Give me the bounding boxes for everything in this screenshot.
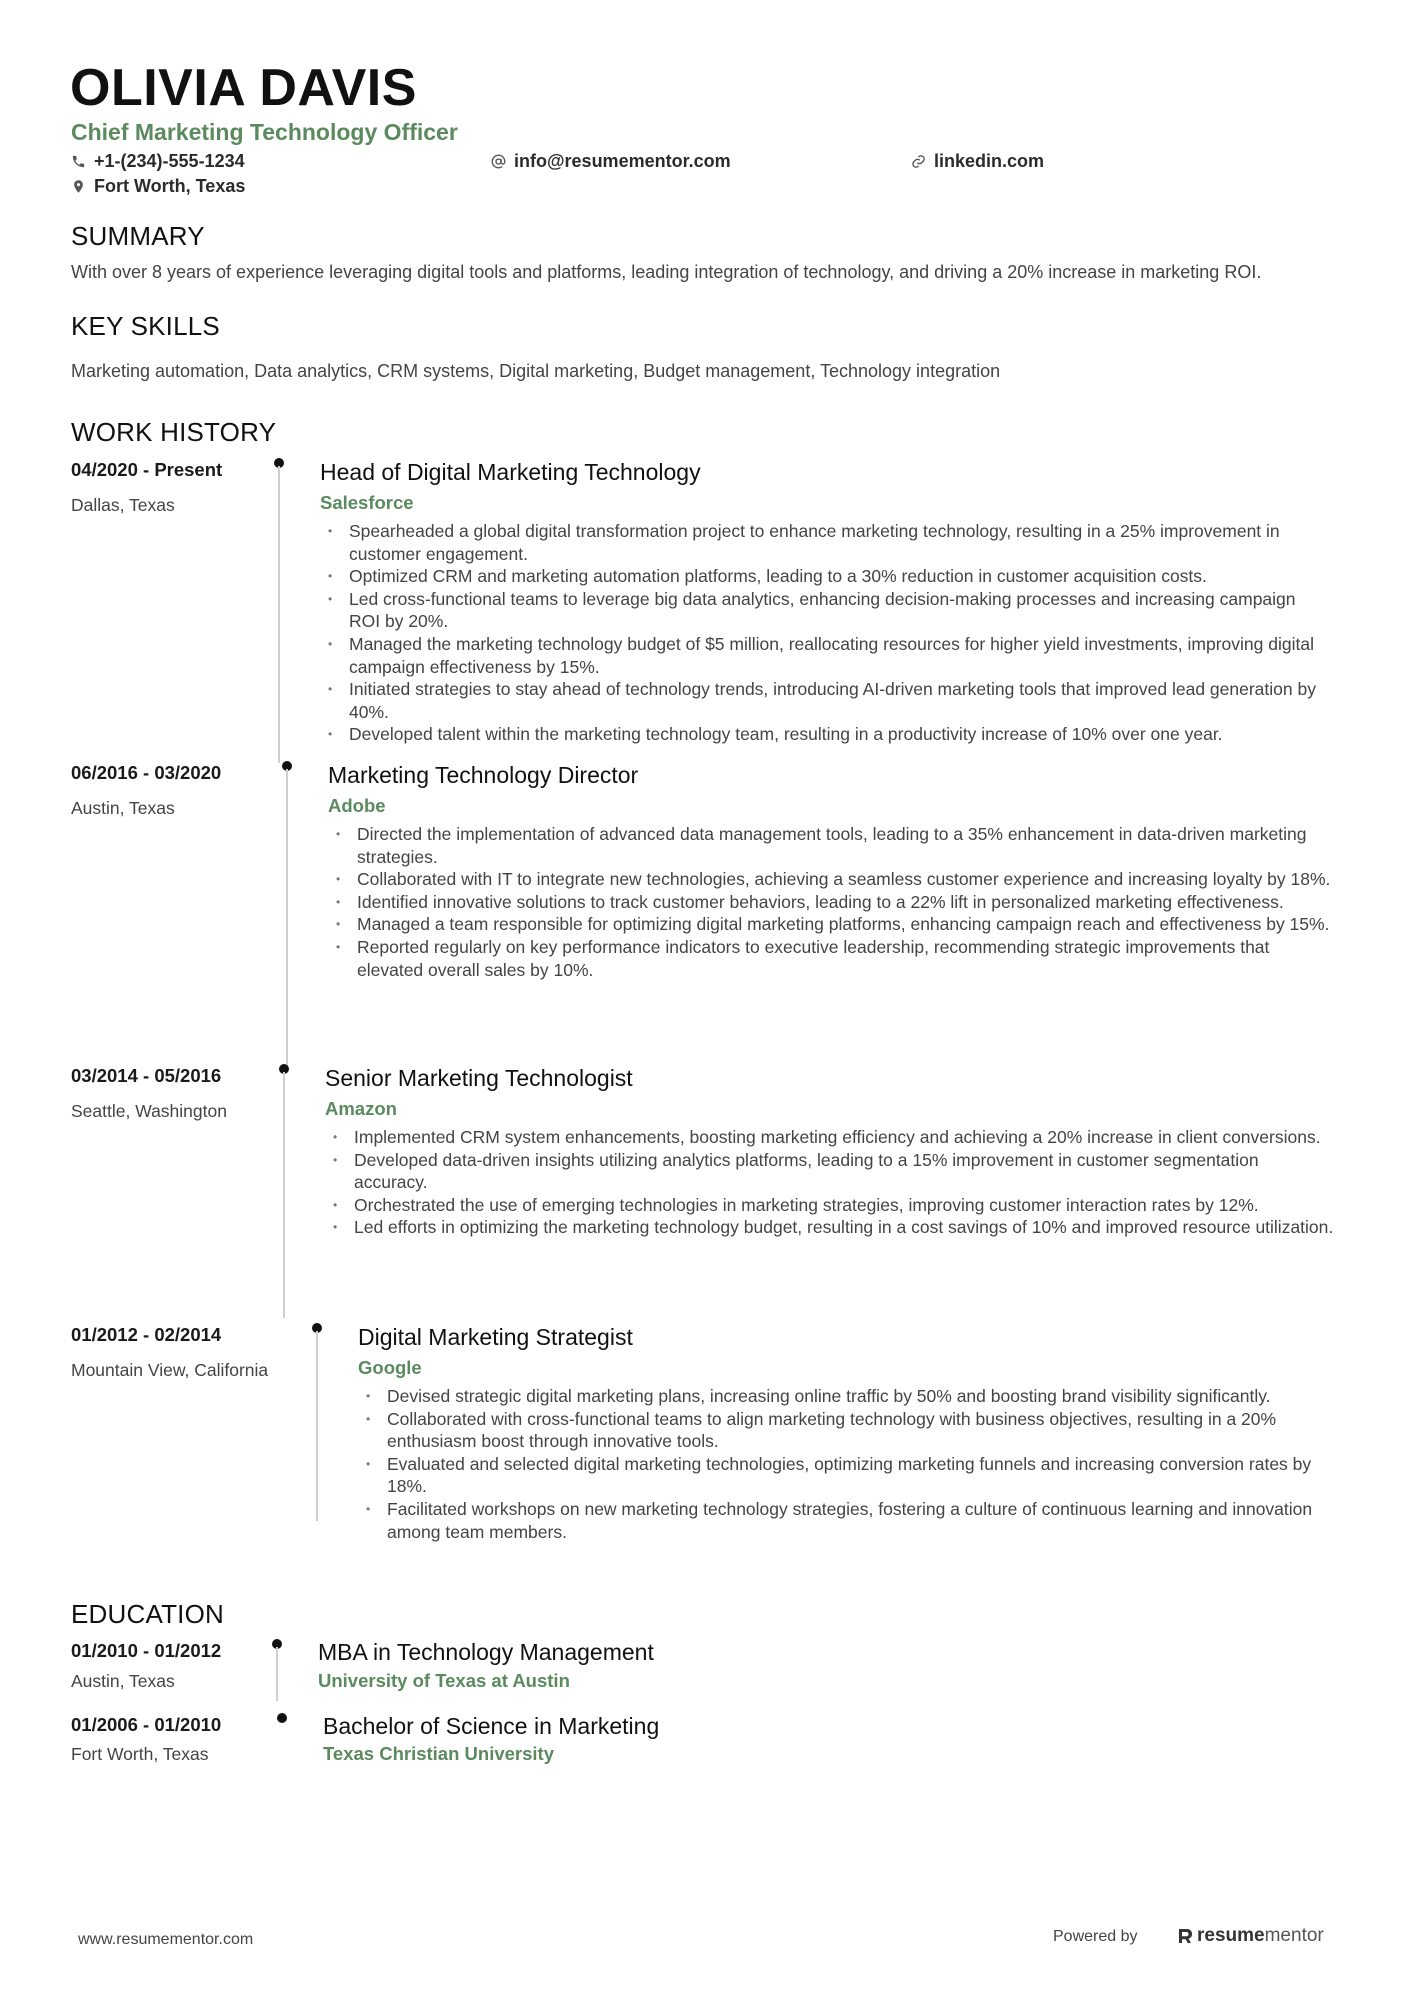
list-item: • Implemented CRM system enhancements, boosting marketing efficiency and achieving a 20% increase in client conversions. bbox=[325, 1126, 1335, 1149]
powered-by-label: Powered by bbox=[1053, 1928, 1138, 1945]
job-bullets bbox=[328, 823, 1338, 981]
list-item: • Identified innovative solutions to track customer behaviors, leading to a 22% lift in personalized marketing effectiveness. bbox=[328, 891, 1338, 914]
logo-text-bold: resume bbox=[1197, 1925, 1265, 1946]
list-item: • Led cross-functional teams to leverage big data analytics, enhancing decision-making processes and increasing campaign ROI by 20%. bbox=[320, 588, 1330, 633]
list-item: • Collaborated with IT to integrate new technologies, achieving a seamless customer experience and increasing loyalty by 18%. bbox=[328, 868, 1338, 891]
entry-location: Mountain View, California bbox=[71, 1360, 269, 1380]
list-item: • Managed the marketing technology budget of $5 million, reallocating resources for higher yield investments, improving digital campaign effectiveness by 15%. bbox=[320, 633, 1330, 678]
candidate-name: OLIVIA DAVIS bbox=[70, 59, 417, 117]
degree-title: Bachelor of Science in Marketing bbox=[323, 1713, 660, 1739]
timeline-line bbox=[278, 466, 280, 763]
entry-location: Fort Worth, Texas bbox=[71, 1744, 209, 1764]
timeline-line bbox=[283, 1072, 285, 1318]
entry-dates: 01/2006 - 01/2010 bbox=[71, 1714, 222, 1735]
entry-dates: 04/2020 - Present bbox=[71, 459, 223, 480]
logo-text-light: mentor bbox=[1264, 1925, 1324, 1946]
entry-dates: 06/2016 - 03/2020 bbox=[71, 762, 222, 783]
summary-text: With over 8 years of experience leveraging digital tools and platforms, leading integration of technology, and driving a 20% increase in marketing ROI. bbox=[71, 262, 1262, 282]
entry-dates: 01/2012 - 02/2014 bbox=[71, 1324, 222, 1345]
job-title: Senior Marketing Technologist bbox=[325, 1065, 633, 1091]
list-item: • Optimized CRM and marketing automation platforms, leading to a 30% reduction in customer acquisition costs. bbox=[320, 565, 1330, 588]
contact-email[interactable] bbox=[491, 150, 731, 172]
contact-location bbox=[71, 175, 245, 197]
footer-url[interactable]: www.resumementor.com bbox=[78, 1931, 254, 1948]
entry-dates: 03/2014 - 05/2016 bbox=[71, 1065, 222, 1086]
school-name: Texas Christian University bbox=[323, 1743, 554, 1764]
linkedin-text: linkedin.com bbox=[934, 151, 1045, 171]
skills-heading: KEY SKILLS bbox=[71, 311, 220, 341]
list-item: • Developed data-driven insights utilizing analytics platforms, leading to a 15% improvement in customer segmentation accuracy. bbox=[325, 1149, 1335, 1194]
phone-icon bbox=[71, 154, 86, 169]
entry-location: Austin, Texas bbox=[71, 798, 175, 818]
contact-linkedin[interactable] bbox=[911, 150, 1044, 172]
location-text: Fort Worth, Texas bbox=[94, 176, 246, 196]
timeline-line bbox=[286, 769, 288, 1066]
candidate-title: Chief Marketing Technology Officer bbox=[71, 119, 458, 145]
job-bullets bbox=[358, 1385, 1343, 1543]
timeline-line bbox=[316, 1331, 318, 1521]
entry-location: Dallas, Texas bbox=[71, 495, 175, 515]
entry-dates: 01/2010 - 01/2012 bbox=[71, 1640, 222, 1661]
list-item: • Orchestrated the use of emerging technologies in marketing strategies, improving customer interaction rates by 12%. bbox=[325, 1194, 1335, 1217]
map-pin-icon bbox=[71, 179, 86, 194]
resumementor-logo[interactable] bbox=[1177, 1924, 1324, 1948]
at-sign-icon bbox=[491, 154, 506, 169]
list-item: • Facilitated workshops on new marketing technology strategies, fostering a culture of continuous learning and innovation among team members. bbox=[358, 1498, 1343, 1543]
entry-location: Seattle, Washington bbox=[71, 1101, 227, 1121]
company-name: Google bbox=[358, 1357, 422, 1378]
degree-title: MBA in Technology Management bbox=[318, 1639, 654, 1665]
work-history-heading: WORK HISTORY bbox=[71, 417, 277, 447]
skills-text: Marketing automation, Data analytics, CRM systems, Digital marketing, Budget management, Technology integration bbox=[71, 361, 1001, 381]
list-item: • Reported regularly on key performance indicators to executive leadership, recommending strategic improvements that elevated overall sales by 10%. bbox=[328, 936, 1338, 981]
list-item: • Spearheaded a global digital transformation project to enhance marketing technology, resulting in a 25% improvement in customer engagement. bbox=[320, 520, 1330, 565]
timeline-dot bbox=[277, 1713, 287, 1723]
list-item: • Initiated strategies to stay ahead of technology trends, introducing AI-driven marketing tools that improved lead generation by 40%. bbox=[320, 678, 1330, 723]
company-name: Salesforce bbox=[320, 492, 414, 513]
job-title: Head of Digital Marketing Technology bbox=[320, 459, 701, 485]
resumementor-logo-icon bbox=[1177, 1927, 1193, 1945]
list-item: • Directed the implementation of advanced data management tools, leading to a 35% enhancement in data-driven marketing strategies. bbox=[328, 823, 1338, 868]
list-item: • Led efforts in optimizing the marketing technology budget, resulting in a cost savings of 10% and improved resource utilization. bbox=[325, 1216, 1335, 1239]
job-bullets bbox=[325, 1126, 1335, 1239]
list-item: • Managed a team responsible for optimizing digital marketing platforms, enhancing campaign reach and effectiveness by 15%. bbox=[328, 913, 1338, 936]
list-item: • Devised strategic digital marketing plans, increasing online traffic by 50% and boosting brand visibility significantly. bbox=[358, 1385, 1343, 1408]
list-item: • Developed talent within the marketing technology team, resulting in a productivity increase of 10% over one year. bbox=[320, 723, 1330, 746]
job-title: Digital Marketing Strategist bbox=[358, 1324, 633, 1350]
school-name: University of Texas at Austin bbox=[318, 1670, 570, 1691]
email-text: info@resumementor.com bbox=[514, 151, 731, 171]
contact-phone bbox=[71, 150, 245, 172]
list-item: • Collaborated with cross-functional teams to align marketing technology with business objectives, resulting in a 20% enthusiasm boost through innovative tools. bbox=[358, 1408, 1343, 1453]
entry-location: Austin, Texas bbox=[71, 1671, 175, 1691]
summary-heading: SUMMARY bbox=[71, 221, 205, 251]
phone-text: +1-(234)-555-1234 bbox=[94, 151, 245, 171]
company-name: Amazon bbox=[325, 1098, 397, 1119]
list-item: • Evaluated and selected digital marketing technologies, optimizing marketing funnels and increasing conversion rates by 18%. bbox=[358, 1453, 1343, 1498]
company-name: Adobe bbox=[328, 795, 386, 816]
education-heading: EDUCATION bbox=[71, 1599, 224, 1629]
job-title: Marketing Technology Director bbox=[328, 762, 639, 788]
job-bullets bbox=[320, 520, 1330, 746]
timeline-line bbox=[276, 1647, 278, 1701]
link-icon bbox=[911, 154, 926, 169]
